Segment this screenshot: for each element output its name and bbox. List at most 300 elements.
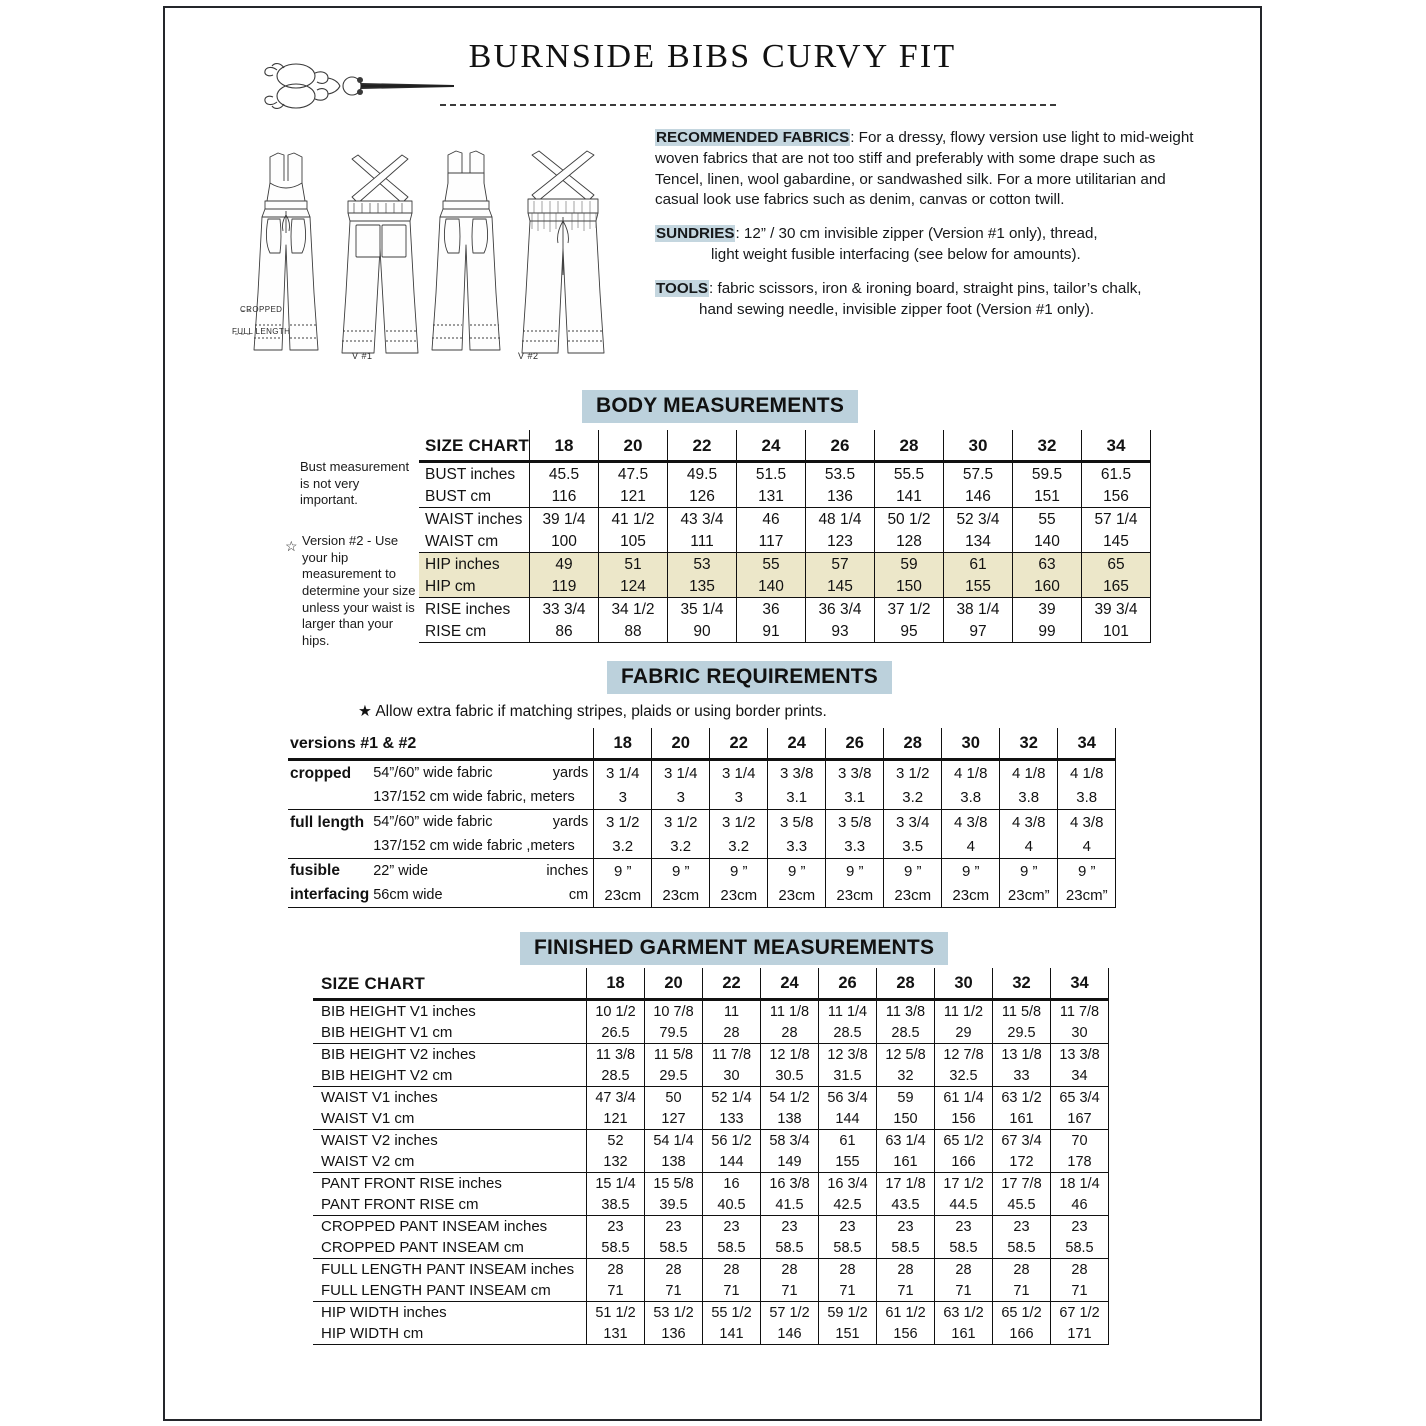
value-cell: 3 3/8 [826, 760, 884, 786]
value-cell: 23 [645, 1216, 703, 1238]
value-cell: 38.5 [587, 1194, 645, 1216]
value-cell: 54 1/2 [761, 1087, 819, 1109]
value-cell: 32 [877, 1065, 935, 1087]
value-cell: 100 [530, 530, 599, 553]
value-cell: 9 ” [710, 859, 768, 884]
value-cell: 95 [875, 620, 944, 643]
value-cell: 53 [668, 553, 737, 576]
value-cell: 28 [703, 1022, 761, 1044]
value-cell: 52 3/4 [944, 508, 1013, 531]
row-group-label: full length [288, 810, 369, 835]
value-cell: 61.5 [1082, 462, 1151, 486]
value-cell: 58.5 [587, 1237, 645, 1259]
value-cell: 39.5 [645, 1194, 703, 1216]
value-cell: 150 [877, 1108, 935, 1130]
value-cell: 3 3/8 [768, 760, 826, 786]
size-header-28: 28 [884, 728, 942, 760]
value-cell: 45.5 [993, 1194, 1051, 1216]
value-cell: 51.5 [737, 462, 806, 486]
value-cell: 3.1 [768, 785, 826, 810]
versions-label: versions #1 & #2 [290, 734, 417, 752]
table-row [313, 1151, 1109, 1173]
value-cell: 51 1/2 [587, 1302, 645, 1324]
value-cell: 16 3/8 [761, 1173, 819, 1195]
value-cell: 23cm [884, 883, 942, 908]
value-cell: 3 5/8 [768, 810, 826, 835]
title-dashed-rule [440, 104, 1056, 106]
value-cell: 26.5 [587, 1022, 645, 1044]
value-cell: 58 3/4 [761, 1130, 819, 1152]
size-header-22: 22 [703, 968, 761, 1000]
size-header-32: 32 [1000, 728, 1058, 760]
table-row [288, 883, 1116, 908]
row-label: WAIST V2 inches [313, 1130, 587, 1152]
value-cell: 57 1/2 [761, 1302, 819, 1324]
value-cell: 52 1/4 [703, 1087, 761, 1109]
value-cell: 171 [1051, 1323, 1109, 1345]
row-label: BIB HEIGHT V2 inches [313, 1044, 587, 1066]
value-cell: 9 ” [768, 859, 826, 884]
value-cell: 79.5 [645, 1022, 703, 1044]
value-cell: 58.5 [1051, 1237, 1109, 1259]
row-label: WAIST cm [419, 530, 530, 553]
value-cell: 4 3/8 [1058, 810, 1116, 835]
size-header-30: 30 [935, 968, 993, 1000]
value-cell: 23 [819, 1216, 877, 1238]
value-cell: 44.5 [935, 1194, 993, 1216]
value-cell: 61 1/4 [935, 1087, 993, 1109]
row-description-text: 56cm wide [373, 886, 443, 903]
value-cell: 36 3/4 [806, 598, 875, 621]
size-header-32: 32 [993, 968, 1051, 1000]
value-cell: 121 [599, 485, 668, 508]
value-cell: 16 [703, 1173, 761, 1195]
value-cell: 71 [645, 1280, 703, 1302]
section-banner-fabric-requirements: FABRIC REQUIREMENTS [607, 661, 892, 694]
value-cell: 65 1/2 [935, 1130, 993, 1152]
value-cell: 46 [1051, 1194, 1109, 1216]
value-cell: 144 [703, 1151, 761, 1173]
value-cell: 3.1 [826, 785, 884, 810]
recommended-fabrics-para [655, 128, 1207, 211]
value-cell: 58.5 [935, 1237, 993, 1259]
sundries-para [655, 224, 1207, 266]
value-cell: 11 1/8 [761, 1000, 819, 1023]
value-cell: 138 [761, 1108, 819, 1130]
value-cell: 160 [1013, 575, 1082, 598]
value-cell: 150 [875, 575, 944, 598]
value-cell: 58.5 [761, 1237, 819, 1259]
value-cell: 32.5 [935, 1065, 993, 1087]
value-cell: 3.2 [884, 785, 942, 810]
table-row [419, 620, 1151, 643]
value-cell: 15 5/8 [645, 1173, 703, 1195]
value-cell: 13 1/8 [993, 1044, 1051, 1066]
value-cell: 144 [819, 1108, 877, 1130]
value-cell: 61 1/2 [877, 1302, 935, 1324]
value-cell: 134 [944, 530, 1013, 553]
note-bust-measurement: Bust measurement is not very important. [300, 459, 410, 508]
table-row [288, 859, 1116, 884]
value-cell: 116 [530, 485, 599, 508]
value-cell: 128 [875, 530, 944, 553]
body-measurements-table [419, 430, 1151, 643]
value-cell: 43 3/4 [668, 508, 737, 531]
table-header-row [288, 728, 1116, 760]
value-cell: 23cm [652, 883, 710, 908]
value-cell: 145 [1082, 530, 1151, 553]
value-cell: 11 1/4 [819, 1000, 877, 1023]
value-cell: 28 [935, 1259, 993, 1281]
value-cell: 136 [645, 1323, 703, 1345]
table-row [313, 1108, 1109, 1130]
row-label: WAIST inches [419, 508, 530, 531]
value-cell: 3 1/4 [710, 760, 768, 786]
garment-technical-drawing [232, 125, 652, 370]
value-cell: 23cm [942, 883, 1000, 908]
value-cell: 90 [668, 620, 737, 643]
value-cell: 37 1/2 [875, 598, 944, 621]
value-cell: 131 [587, 1323, 645, 1345]
value-cell: 29.5 [993, 1022, 1051, 1044]
value-cell: 146 [944, 485, 1013, 508]
value-cell: 23 [703, 1216, 761, 1238]
row-group-label [288, 785, 369, 810]
value-cell: 41 1/2 [599, 508, 668, 531]
table-row [288, 810, 1116, 835]
row-label: HIP WIDTH cm [313, 1323, 587, 1345]
fabric-requirements-table [288, 728, 1116, 908]
value-cell: 127 [645, 1108, 703, 1130]
value-cell: 30 [703, 1065, 761, 1087]
value-cell: 3.3 [826, 834, 884, 859]
value-cell: 63 [1013, 553, 1082, 576]
table-row [288, 834, 1116, 859]
value-cell: 28 [1051, 1259, 1109, 1281]
value-cell: 156 [1082, 485, 1151, 508]
value-cell: 3.8 [1000, 785, 1058, 810]
section-banner-body-measurements: BODY MEASUREMENTS [582, 390, 858, 423]
value-cell: 86 [530, 620, 599, 643]
value-cell: 58.5 [877, 1237, 935, 1259]
value-cell: 28 [587, 1259, 645, 1281]
value-cell: 39 1/4 [530, 508, 599, 531]
value-cell: 145 [806, 575, 875, 598]
value-cell: 131 [737, 485, 806, 508]
value-cell: 23cm” [1000, 883, 1058, 908]
value-cell: 65 [1082, 553, 1151, 576]
value-cell: 3.2 [710, 834, 768, 859]
value-cell: 133 [703, 1108, 761, 1130]
value-cell: 28.5 [819, 1022, 877, 1044]
value-cell: 39 [1013, 598, 1082, 621]
row-label: PANT FRONT RISE inches [313, 1173, 587, 1195]
value-cell: 11 3/8 [587, 1044, 645, 1066]
size-header-30: 30 [942, 728, 1000, 760]
row-group-label: interfacing [288, 883, 369, 908]
size-chart-label: SIZE CHART [425, 435, 529, 455]
table-row [419, 485, 1151, 508]
value-cell: 3 1/4 [594, 760, 652, 786]
table-row [419, 553, 1151, 576]
value-cell: 124 [599, 575, 668, 598]
value-cell: 13 3/8 [1051, 1044, 1109, 1066]
value-cell: 59 1/2 [819, 1302, 877, 1324]
value-cell: 126 [668, 485, 737, 508]
table-row [313, 1259, 1109, 1281]
size-header-34: 34 [1082, 430, 1151, 462]
value-cell: 155 [819, 1151, 877, 1173]
value-cell: 3 [710, 785, 768, 810]
row-unit: cm [568, 886, 589, 903]
size-header-26: 26 [826, 728, 884, 760]
row-description [369, 859, 594, 884]
table-row [419, 530, 1151, 553]
size-header-24: 24 [761, 968, 819, 1000]
value-cell: 3 1/2 [710, 810, 768, 835]
row-label: CROPPED PANT INSEAM cm [313, 1237, 587, 1259]
value-cell: 23 [935, 1216, 993, 1238]
value-cell: 67 3/4 [993, 1130, 1051, 1152]
value-cell: 140 [737, 575, 806, 598]
tools-line-2: hand sewing needle, invisible zipper foot (Version #1 only). [699, 300, 1095, 318]
row-description [369, 785, 594, 810]
value-cell: 47 3/4 [587, 1087, 645, 1109]
value-cell: 71 [761, 1280, 819, 1302]
recommended-fabrics-text: : For a dressy, flowy version use light to mid-weight woven fabrics that are not too stiff and preferably with some drape such as Tencel, linen, wool gabardine, or sandwashed silk. For a more utilitarian and casual look use fabrics such as denim, canvas or cotton twill. [655, 129, 1194, 209]
value-cell: 61 [819, 1130, 877, 1152]
value-cell: 4 3/8 [942, 810, 1000, 835]
value-cell: 53.5 [806, 462, 875, 486]
row-label: RISE cm [419, 620, 530, 643]
row-description-text: 137/152 cm wide fabric ,meters [373, 837, 575, 854]
table-row [313, 1237, 1109, 1259]
value-cell: 71 [993, 1280, 1051, 1302]
value-cell: 4 3/8 [1000, 810, 1058, 835]
value-cell: 149 [761, 1151, 819, 1173]
value-cell: 70 [1051, 1130, 1109, 1152]
value-cell: 105 [599, 530, 668, 553]
value-cell: 3.2 [652, 834, 710, 859]
value-cell: 97 [944, 620, 1013, 643]
row-label: HIP cm [419, 575, 530, 598]
value-cell: 12 1/8 [761, 1044, 819, 1066]
sundries-line-1: : 12” / 30 cm invisible zipper (Version #1 only), thread, [735, 225, 1098, 243]
value-cell: 56 1/2 [703, 1130, 761, 1152]
size-header-22: 22 [668, 430, 737, 462]
size-header-34: 34 [1051, 968, 1109, 1000]
value-cell: 45.5 [530, 462, 599, 486]
value-cell: 178 [1051, 1151, 1109, 1173]
value-cell: 43.5 [877, 1194, 935, 1216]
size-header-26: 26 [806, 430, 875, 462]
row-unit: yards [552, 764, 589, 781]
value-cell: 11 7/8 [1051, 1000, 1109, 1023]
value-cell: 53 1/2 [645, 1302, 703, 1324]
value-cell: 167 [1051, 1108, 1109, 1130]
table-row [313, 1022, 1109, 1044]
label-full-length: FULL LENGTH [232, 327, 291, 336]
size-header-32: 32 [1013, 430, 1082, 462]
value-cell: 23cm [594, 883, 652, 908]
value-cell: 10 7/8 [645, 1000, 703, 1023]
value-cell: 49 [530, 553, 599, 576]
value-cell: 156 [935, 1108, 993, 1130]
row-description-text: 137/152 cm wide fabric, meters [373, 788, 575, 805]
section-banner-finished-garment: FINISHED GARMENT MEASUREMENTS [520, 932, 948, 965]
value-cell: 34 1/2 [599, 598, 668, 621]
value-cell: 28 [877, 1259, 935, 1281]
value-cell: 138 [645, 1151, 703, 1173]
table-header-row [419, 430, 1151, 462]
value-cell: 136 [806, 485, 875, 508]
row-label: BIB HEIGHT V1 inches [313, 1000, 587, 1023]
value-cell: 3 3/4 [884, 810, 942, 835]
value-cell: 4 1/8 [1058, 760, 1116, 786]
value-cell: 23cm [710, 883, 768, 908]
value-cell: 59 [875, 553, 944, 576]
value-cell: 38 1/4 [944, 598, 1013, 621]
value-cell: 28 [819, 1259, 877, 1281]
row-group-label: cropped [288, 760, 369, 786]
row-label: WAIST V1 cm [313, 1108, 587, 1130]
value-cell: 93 [806, 620, 875, 643]
value-cell: 30.5 [761, 1065, 819, 1087]
value-cell: 57 1/4 [1082, 508, 1151, 531]
value-cell: 55 [737, 553, 806, 576]
table-row [288, 785, 1116, 810]
page-title: BURNSIDE BIBS CURVY FIT [468, 38, 957, 75]
value-cell: 23 [1051, 1216, 1109, 1238]
value-cell: 40.5 [703, 1194, 761, 1216]
note-version-2: Version #2 - Use your hip measurement to determine your size unless your waist is larger than your hips. [302, 533, 416, 648]
value-cell: 119 [530, 575, 599, 598]
value-cell: 117 [737, 530, 806, 553]
value-cell: 58.5 [703, 1237, 761, 1259]
value-cell: 57.5 [944, 462, 1013, 486]
value-cell: 55.5 [875, 462, 944, 486]
value-cell: 31.5 [819, 1065, 877, 1087]
value-cell: 71 [1051, 1280, 1109, 1302]
value-cell: 59 [877, 1087, 935, 1109]
fabric-extra-note: ★ Allow extra fabric if matching stripes, plaids or using border prints. [358, 703, 827, 720]
row-label: CROPPED PANT INSEAM inches [313, 1216, 587, 1238]
value-cell: 23 [587, 1216, 645, 1238]
value-cell: 55 1/2 [703, 1302, 761, 1324]
value-cell: 141 [703, 1323, 761, 1345]
row-description-text: 54”/60” wide fabric [373, 813, 493, 830]
row-unit: yards [552, 813, 589, 830]
table-row [313, 1087, 1109, 1109]
row-label: FULL LENGTH PANT INSEAM cm [313, 1280, 587, 1302]
row-description [369, 810, 594, 835]
value-cell: 3 [652, 785, 710, 810]
row-description-text: 22” wide [373, 862, 429, 879]
value-cell: 58.5 [819, 1237, 877, 1259]
value-cell: 46 [737, 508, 806, 531]
value-cell: 3.2 [594, 834, 652, 859]
value-cell: 146 [761, 1323, 819, 1345]
value-cell: 28 [703, 1259, 761, 1281]
value-cell: 9 ” [594, 859, 652, 884]
figure-caption-v1: V #1 [352, 351, 373, 361]
value-cell: 50 [645, 1087, 703, 1109]
sundries-line-2: light weight fusible interfacing (see below for amounts). [711, 246, 1081, 264]
table-row [313, 1302, 1109, 1324]
value-cell: 58.5 [993, 1237, 1051, 1259]
value-cell: 3.3 [768, 834, 826, 859]
value-cell: 4 [1058, 834, 1116, 859]
value-cell: 29.5 [645, 1065, 703, 1087]
value-cell: 50 1/2 [875, 508, 944, 531]
value-cell: 4 [1000, 834, 1058, 859]
value-cell: 9 ” [1000, 859, 1058, 884]
value-cell: 71 [703, 1280, 761, 1302]
value-cell: 161 [993, 1108, 1051, 1130]
row-description [369, 760, 594, 786]
size-header-34: 34 [1058, 728, 1116, 760]
value-cell: 4 1/8 [1000, 760, 1058, 786]
value-cell: 36 [737, 598, 806, 621]
size-header-20: 20 [652, 728, 710, 760]
value-cell: 11 5/8 [993, 1000, 1051, 1023]
value-cell: 15 1/4 [587, 1173, 645, 1195]
value-cell: 28 [993, 1259, 1051, 1281]
value-cell: 9 ” [826, 859, 884, 884]
value-cell: 48 1/4 [806, 508, 875, 531]
table-row [288, 760, 1116, 786]
tools-line-1: : fabric scissors, iron & ironing board, straight pins, tailor’s chalk, [709, 279, 1142, 297]
size-header-28: 28 [875, 430, 944, 462]
value-cell: 161 [935, 1323, 993, 1345]
value-cell: 28.5 [877, 1022, 935, 1044]
value-cell: 99 [1013, 620, 1082, 643]
value-cell: 3 5/8 [826, 810, 884, 835]
table-header-row [313, 968, 1109, 1000]
value-cell: 123 [806, 530, 875, 553]
value-cell: 140 [1013, 530, 1082, 553]
value-cell: 28 [761, 1259, 819, 1281]
value-cell: 30 [1051, 1022, 1109, 1044]
value-cell: 9 ” [942, 859, 1000, 884]
size-header-18: 18 [594, 728, 652, 760]
row-label: RISE inches [419, 598, 530, 621]
table-row [313, 1000, 1109, 1023]
value-cell: 9 ” [884, 859, 942, 884]
value-cell: 4 1/8 [942, 760, 1000, 786]
value-cell: 11 7/8 [703, 1044, 761, 1066]
value-cell: 63 1/2 [993, 1087, 1051, 1109]
table-row [313, 1130, 1109, 1152]
size-header-30: 30 [944, 430, 1013, 462]
value-cell: 3 1/2 [652, 810, 710, 835]
table-row [419, 575, 1151, 598]
row-label: HIP WIDTH inches [313, 1302, 587, 1324]
value-cell: 23 [877, 1216, 935, 1238]
value-cell: 3.8 [1058, 785, 1116, 810]
value-cell: 11 3/8 [877, 1000, 935, 1023]
value-cell: 12 5/8 [877, 1044, 935, 1066]
value-cell: 33 [993, 1065, 1051, 1087]
table-row [419, 508, 1151, 531]
value-cell: 71 [587, 1280, 645, 1302]
row-description [369, 834, 594, 859]
value-cell: 55 [1013, 508, 1082, 531]
value-cell: 71 [819, 1280, 877, 1302]
ornate-scissors-icon [256, 56, 456, 118]
row-label: PANT FRONT RISE cm [313, 1194, 587, 1216]
value-cell: 23cm [768, 883, 826, 908]
